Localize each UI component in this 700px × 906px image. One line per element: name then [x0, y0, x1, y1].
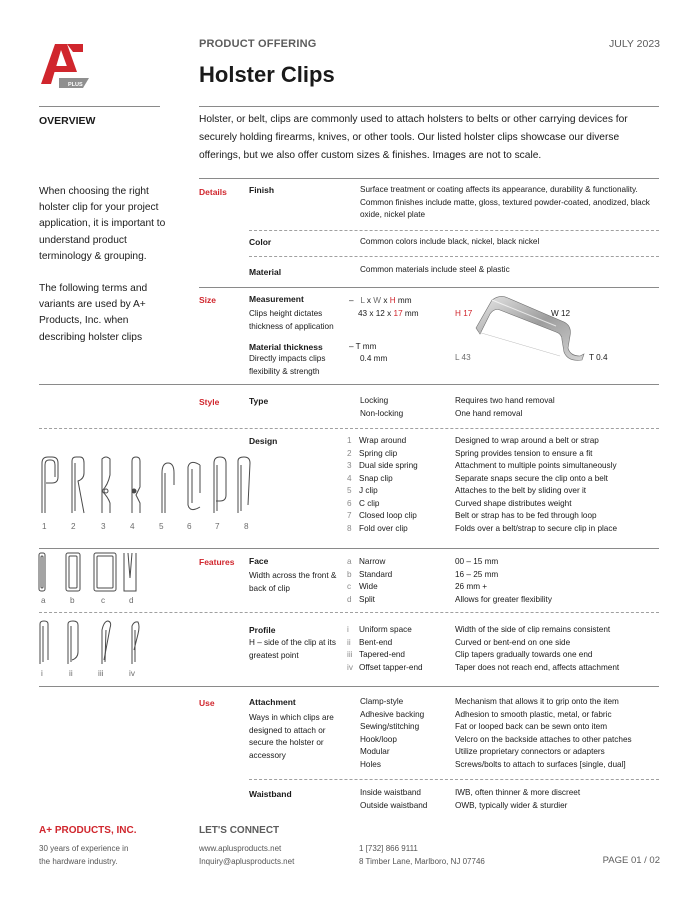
- waistband-desc: IWB, often thinner & more discreet: [455, 788, 581, 797]
- waistband-desc-list: [455, 787, 580, 812]
- attachment-desc-list: [455, 696, 632, 771]
- footer-address: 8 Timber Lane, Marlboro, NJ 07746: [359, 856, 485, 866]
- profile-desc: Width of the side of clip remains consistent: [455, 625, 611, 634]
- face-c-drawing: [94, 553, 116, 591]
- section-size: Size: [199, 295, 217, 305]
- attachment-list: [360, 696, 424, 771]
- finish-text: Surface treatment or coating affects its appearance, durability & functionality. Common finishes include matte, gloss, textured powder-coated, anodized, black oxide, nickel plate: [360, 185, 650, 219]
- face-clip-drawings: [36, 550, 146, 594]
- profile-row: iv Offset tapper-end: [347, 662, 423, 672]
- design-5-drawing: [162, 463, 174, 513]
- fig-label: iv: [129, 669, 135, 678]
- fig-label: b: [70, 596, 75, 605]
- design-2-drawing: [72, 457, 84, 513]
- design-1-drawing: [42, 457, 58, 513]
- type-label: Type: [249, 396, 269, 406]
- fig-label: ii: [69, 669, 73, 678]
- design-label: Design: [249, 436, 278, 446]
- profile-clip-drawings: [36, 620, 146, 666]
- attachment-label: Attachment: [249, 697, 296, 707]
- face-desc: Width across the front & back of clip: [249, 571, 337, 593]
- page-number: PAGE 01 / 02: [602, 855, 660, 866]
- face-label: Face: [249, 556, 269, 566]
- footer-connect: LET'S CONNECT: [199, 825, 280, 836]
- design-desc: Curved shape distributes weight: [455, 498, 572, 508]
- overview-text: Holster, or belt, clips are commonly used to attach holsters to belts or other carrying devices for securely holding firearms, knives, or other tools. Our listed holster clips showcase our diverse offerings, but we also offer custom sizes & finishes. Images are not to scale.: [199, 114, 628, 161]
- thickness-example: 0.4 mm: [360, 354, 388, 363]
- dim-height-label: H 17: [455, 309, 473, 318]
- design-8-drawing: [238, 457, 250, 513]
- attachment-row: Hook/loop: [360, 734, 397, 744]
- design-row: 1 Wrap around: [347, 436, 407, 445]
- design-7-drawing: [214, 457, 226, 513]
- attachment-row: Modular: [360, 747, 390, 756]
- thickness-formula: – T mm: [349, 342, 377, 351]
- design-row: 8 Fold over clip: [347, 523, 408, 533]
- measurement-formula: – L x W x H mm: [349, 296, 412, 305]
- waistband-list: [360, 787, 427, 812]
- logo-sub-text: PLUS: [68, 82, 83, 88]
- fig-label: c: [101, 596, 106, 605]
- design-desc: Attachment to multiple points simultaneously: [455, 461, 617, 470]
- email-link[interactable]: Inquiry@aplusproducts.net: [199, 856, 295, 866]
- section-use: Use: [199, 698, 215, 708]
- attachment-row: Holes: [360, 759, 381, 769]
- design-desc: Designed to wrap around a belt or strap: [455, 436, 599, 445]
- attachment-desc: Ways in which clips are designed to attach or secure the holster or accessory: [249, 713, 334, 760]
- face-fig-labels: [39, 595, 149, 607]
- attachment-desc: Velcro on the backside attaches to other patches: [455, 734, 632, 744]
- measurement-label: Measurement: [249, 294, 304, 304]
- design-desc: Attaches to the belt by sliding over it: [455, 486, 587, 495]
- dim-length-label: L 43: [455, 353, 471, 362]
- fig-label: 6: [187, 522, 192, 531]
- face-desc: 00 – 15 mm: [455, 557, 499, 566]
- profile-iv-drawing: [132, 622, 139, 664]
- sidebar-terms: The following terms and variants are used by A+ Products, Inc. when describing holster clips: [39, 283, 148, 343]
- profile-fig-labels: [39, 668, 149, 680]
- color-text: Common colors include black, nickel, black nickel: [360, 237, 540, 246]
- attachment-row: Adhesive backing: [360, 709, 425, 719]
- fig-label: 8: [244, 522, 249, 531]
- attachment-desc: Utilize proprietary connectors or adapters: [455, 747, 605, 756]
- design-row: 4 Snap clip: [347, 473, 393, 483]
- profile-ii-drawing: [68, 621, 78, 664]
- design-6-drawing: [188, 462, 200, 509]
- fig-label: 2: [71, 522, 76, 531]
- header-kicker: PRODUCT OFFERING: [199, 38, 317, 50]
- design-row: 3 Dual side spring: [347, 461, 418, 470]
- clip-dimension-illustration: [472, 292, 590, 364]
- design-fig-labels: [39, 521, 269, 533]
- color-label: Color: [249, 237, 272, 247]
- footer-company: A+ PRODUCTS, INC.: [39, 825, 137, 836]
- design-desc: Folds over a belt/strap to secure clip in place: [455, 523, 618, 533]
- footer-address-block: [359, 843, 485, 868]
- footer-tagline: [39, 843, 128, 868]
- waistband-desc: OWB, typically wider & sturdier: [455, 800, 568, 810]
- phone-link[interactable]: 1 [732] 866 9111: [359, 844, 418, 853]
- fig-label: 7: [215, 522, 220, 531]
- face-b-drawing: [66, 553, 80, 591]
- face-desc: 26 mm +: [455, 582, 488, 591]
- fig-label: 3: [101, 522, 106, 531]
- material-text: Common materials include steel & plastic: [360, 265, 510, 274]
- profile-iii-drawing: [102, 621, 111, 664]
- header-date: JULY 2023: [609, 38, 660, 50]
- thickness-desc: Directly impacts clips flexibility & strength: [249, 354, 326, 376]
- type-desc: Requires two hand removal: [455, 396, 555, 405]
- section-features: Features: [199, 557, 235, 567]
- sidebar-intro: When choosing the right holster clip for your project application, it is important to understand product terminology & grouping.: [39, 186, 166, 262]
- profile-desc: Taper does not reach end, affects attachment: [455, 662, 620, 672]
- face-row: c Wide: [347, 582, 378, 591]
- design-row: 2 Spring clip: [347, 448, 398, 458]
- page-title: Holster Clips: [199, 62, 335, 87]
- profile-row: i Uniform space: [347, 625, 412, 634]
- dim-width-label: W 12: [551, 309, 571, 318]
- design-desc: Spring provides tension to ensure a fit: [455, 448, 593, 458]
- attachment-desc: Mechanism that allows it to grip onto the item: [455, 697, 619, 706]
- type-row: Locking: [360, 396, 389, 405]
- website-link[interactable]: www.aplusproducts.net: [199, 844, 282, 853]
- design-desc: Separate snaps secure the clip onto a belt: [455, 473, 608, 483]
- type-desc-list: [455, 395, 555, 420]
- profile-label: Profile: [249, 625, 276, 635]
- dim-thickness-label: T 0.4: [589, 353, 608, 362]
- section-style: Style: [199, 397, 220, 407]
- design-row: 7 Closed loop clip: [347, 511, 417, 520]
- attachment-row: Sewing/stitching: [360, 722, 420, 731]
- design-clip-drawings: [36, 455, 266, 517]
- face-row: b Standard: [347, 569, 393, 579]
- fig-label: 4: [130, 522, 135, 531]
- waistband-row: Inside waistband: [360, 788, 421, 797]
- profile-desc: Clip tapers gradually towards one end: [455, 650, 593, 659]
- attachment-desc: Screws/bolts to attach to surfaces [single, dual]: [455, 759, 626, 769]
- profile-desc-list: [455, 624, 619, 674]
- thickness-label: Material thickness: [249, 342, 323, 352]
- design-desc: Belt or strap has to be fed through loop: [455, 511, 597, 520]
- face-d-drawing: [124, 553, 136, 591]
- face-row: d Split: [347, 594, 375, 604]
- fig-label: d: [129, 596, 134, 605]
- attachment-desc: Adhesion to smooth plastic, metal, or fabric: [455, 709, 612, 719]
- section-details: Details: [199, 187, 227, 197]
- waistband-row: Outside waistband: [360, 800, 428, 810]
- overview-heading: OVERVIEW: [39, 115, 96, 127]
- design-row: 5 J clip: [347, 486, 378, 495]
- brand-logo: [39, 38, 91, 90]
- design-4-drawing: [132, 457, 140, 513]
- fig-label: iii: [98, 669, 104, 678]
- measurement-example: 43 x 12 x 17 mm: [358, 309, 419, 318]
- profile-row: ii Bent-end: [347, 637, 393, 647]
- tagline-line: the hardware industry.: [39, 856, 118, 866]
- face-desc-list: [455, 556, 552, 606]
- attachment-row: Clamp-style: [360, 697, 404, 706]
- design-desc-list: [455, 435, 617, 535]
- material-label: Material: [249, 267, 282, 277]
- design-list: [347, 435, 418, 535]
- waistband-label: Waistband: [249, 789, 292, 799]
- tagline-line: 30 years of experience in: [39, 844, 129, 853]
- design-row: 6 C clip: [347, 498, 380, 508]
- attachment-desc: Fat or looped back can be sewn onto item: [455, 722, 608, 731]
- profile-list: [347, 624, 423, 674]
- profile-row: iii Tapered-end: [347, 650, 405, 659]
- fig-label: 5: [159, 522, 164, 531]
- measurement-desc: Clips height dictates thickness of application: [249, 309, 334, 331]
- profile-i-drawing: [40, 621, 48, 664]
- type-list: [360, 395, 403, 420]
- design-3-drawing: [102, 457, 110, 513]
- finish-label: Finish: [249, 185, 275, 195]
- profile-desc: Curved or bent-end on one side: [455, 637, 571, 647]
- face-desc: 16 – 25 mm: [455, 569, 499, 579]
- fig-label: 1: [42, 522, 47, 531]
- footer-web-contacts: [199, 843, 294, 868]
- face-row: a Narrow: [347, 557, 386, 566]
- fig-label: i: [41, 669, 43, 678]
- type-row: Non-locking: [360, 408, 404, 418]
- face-a-drawing: [39, 553, 45, 591]
- face-desc: Allows for greater flexibility: [455, 594, 552, 604]
- profile-desc: H – side of the clip at its greatest point: [249, 638, 336, 660]
- type-desc: One hand removal: [455, 408, 523, 418]
- face-list: [347, 556, 392, 606]
- fig-label: a: [41, 596, 46, 605]
